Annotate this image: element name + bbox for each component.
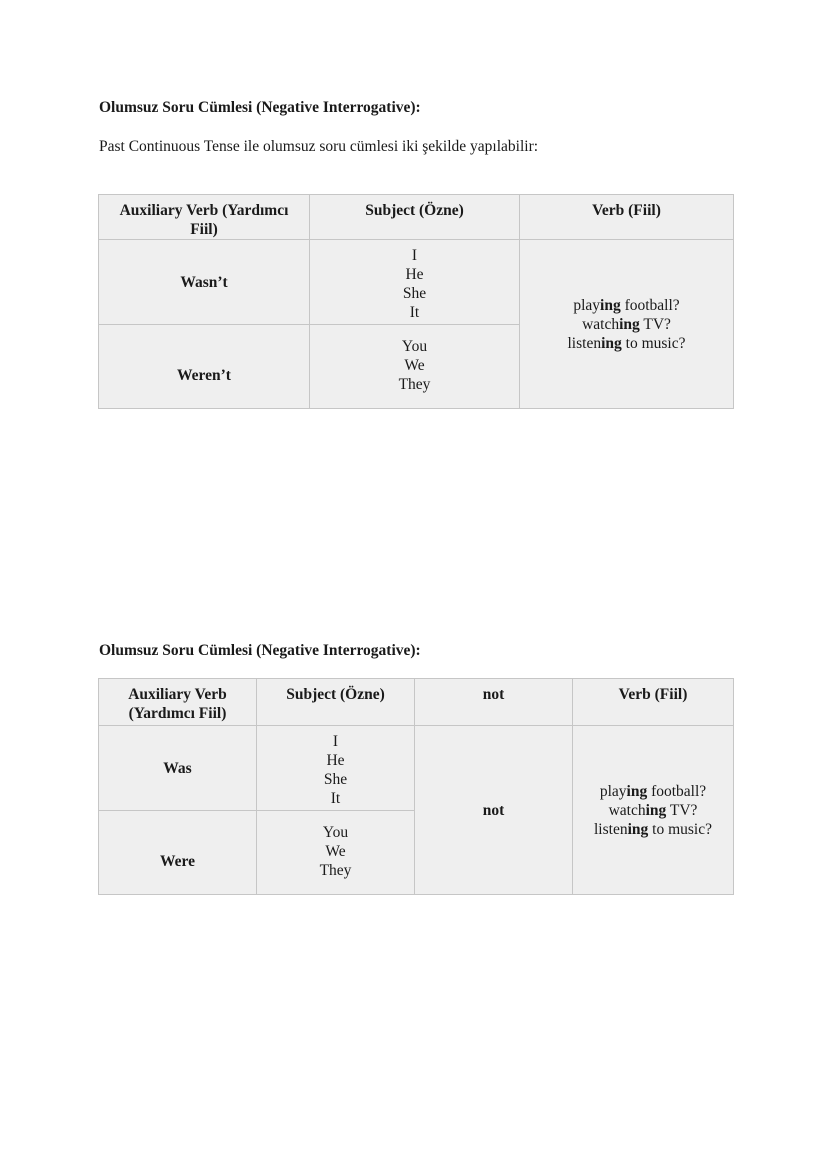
verb-line: playing football? xyxy=(573,296,680,314)
subject-pronoun: You xyxy=(401,338,428,355)
subject-cell xyxy=(310,240,520,325)
verb-line: playing football? xyxy=(599,782,707,800)
verb-cell xyxy=(573,726,734,895)
subject-pronoun: We xyxy=(325,843,346,860)
table-row xyxy=(99,726,734,811)
subject-pronoun: She xyxy=(323,771,348,788)
table-header-row xyxy=(99,679,734,726)
subject-cell xyxy=(310,325,520,409)
subject-cell xyxy=(257,726,415,811)
verb-line: listening to music? xyxy=(567,334,686,352)
table-row xyxy=(99,240,734,325)
header-auxiliary: Auxiliary Verb (Yardımcı Fiil) xyxy=(99,679,257,726)
header-subject: Subject (Özne) xyxy=(257,679,415,726)
header-auxiliary: Auxiliary Verb (Yardımcı Fiil) xyxy=(99,195,310,240)
subject-pronoun: He xyxy=(326,752,345,769)
auxiliary-cell: Wasn’t xyxy=(99,240,310,325)
subject-pronoun: It xyxy=(330,790,341,807)
section1-heading: Olumsuz Soru Cümlesi (Negative Interrogative): xyxy=(99,99,421,116)
subject-cell xyxy=(257,811,415,895)
verb-cell xyxy=(520,240,734,409)
verb-line: watching TV? xyxy=(608,801,698,819)
auxiliary-cell: Were xyxy=(99,811,257,895)
subject-pronoun: He xyxy=(405,266,424,283)
auxiliary-cell: Weren’t xyxy=(99,325,310,409)
verb-line: listening to music? xyxy=(594,820,712,838)
subject-pronoun: I xyxy=(411,247,418,264)
header-subject: Subject (Özne) xyxy=(310,195,520,240)
negative-interrogative-table-1 xyxy=(98,194,734,409)
section1-intro: Past Continuous Tense ile olumsuz soru cümlesi iki şekilde yapılabilir: xyxy=(99,138,539,155)
header-not: not xyxy=(415,679,573,726)
subject-pronoun: It xyxy=(409,304,420,321)
subject-pronoun: They xyxy=(319,862,352,879)
subject-pronoun: They xyxy=(398,376,431,393)
subject-pronoun: She xyxy=(402,285,427,302)
header-verb: Verb (Fiil) xyxy=(520,195,734,240)
negative-interrogative-table-2 xyxy=(98,678,734,895)
verb-line: watching TV? xyxy=(582,315,671,333)
section2-heading: Olumsuz Soru Cümlesi (Negative Interrogative): xyxy=(99,642,421,659)
table-header-row xyxy=(99,195,734,240)
subject-pronoun: I xyxy=(332,733,339,750)
not-cell: not xyxy=(415,726,573,895)
subject-pronoun: We xyxy=(404,357,425,374)
auxiliary-cell: Was xyxy=(99,726,257,811)
subject-pronoun: You xyxy=(322,824,349,841)
header-verb: Verb (Fiil) xyxy=(573,679,734,726)
